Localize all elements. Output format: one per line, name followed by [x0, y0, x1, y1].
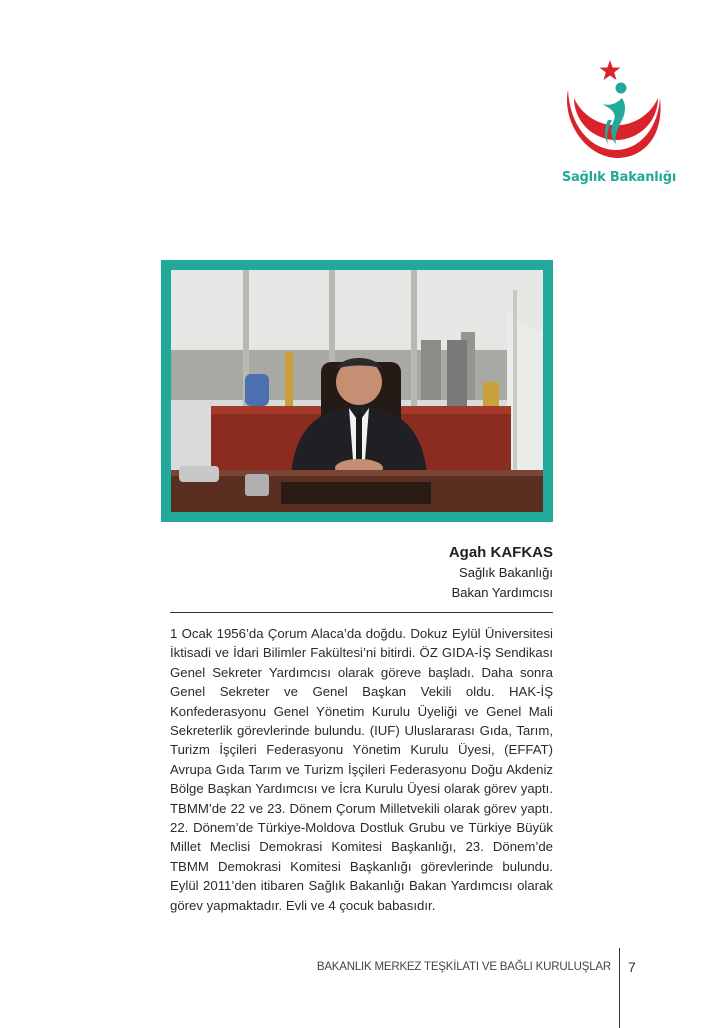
- caption: [449, 543, 553, 603]
- divider: [170, 612, 553, 613]
- ministry-logo: [554, 58, 684, 198]
- crescent-star-figure-icon: [554, 58, 684, 170]
- footer-divider: [619, 948, 620, 1028]
- footer-section-title: BAKANLIK MERKEZ TEŞKİLATI VE BAĞLI KURULUŞLAR: [316, 961, 611, 973]
- portrait-photo: [171, 270, 543, 512]
- portrait-frame: [161, 260, 553, 522]
- person-name: Agah KAFKAS: [448, 544, 553, 561]
- position-title: Bakan Yardımcısı: [451, 585, 553, 600]
- logo-text: Sağlık Bakanlığı: [561, 170, 677, 185]
- institution: Sağlık Bakanlığı: [459, 565, 553, 580]
- biography-text: 1 Ocak 1956’da Çorum Alaca’da doğdu. Dokuz Eylül Üniversitesi İktisadi ve İdari Bilimler Fakültesi’ni bitirdi. ÖZ GIDA-İŞ Sendikası Genel Sekreter Yardımcısı olarak göreve başladı. Daha sonra Genel Sekreter ve Genel Başkan Vekili oldu. HAK-İŞ Konfederasyonu Genel Yönetim Kurulu Üyeliği ve Genel Mali Sekreterlik görevlerinde bulundu. (IUF) Uluslararası Gıda, Tarım, Turizm İşçileri Federasyonu Yönetim Kurulu Üyesi, (EFFAT) Avrupa Gıda Tarım ve Turizm İşçileri Federasyonu Doğu Akdeniz Bölge Başkan Yardımcısı ve İcra Kurulu Üyesi olarak görev yaptı. TBMM’de 22 ve 23. Dönem Çorum Milletvekili olarak görev yaptı. 22. Dönem’de Türkiye-Moldova Dostluk Grubu ve Türkiye Büyük Millet Meclisi Demokrasi Komitesi Başkanlığı, 23. Dönem’de TBMM Demokrasi Komitesi Başkanlığı görevlerinde bulundu. Eylül 2011’den itibaren Sağlık Bakanlığı Bakan Yardımcısı olarak görev yapmaktadır. Evli ve 4 çocuk babasıdır.: [170, 626, 553, 913]
- page-number: 7: [628, 959, 636, 975]
